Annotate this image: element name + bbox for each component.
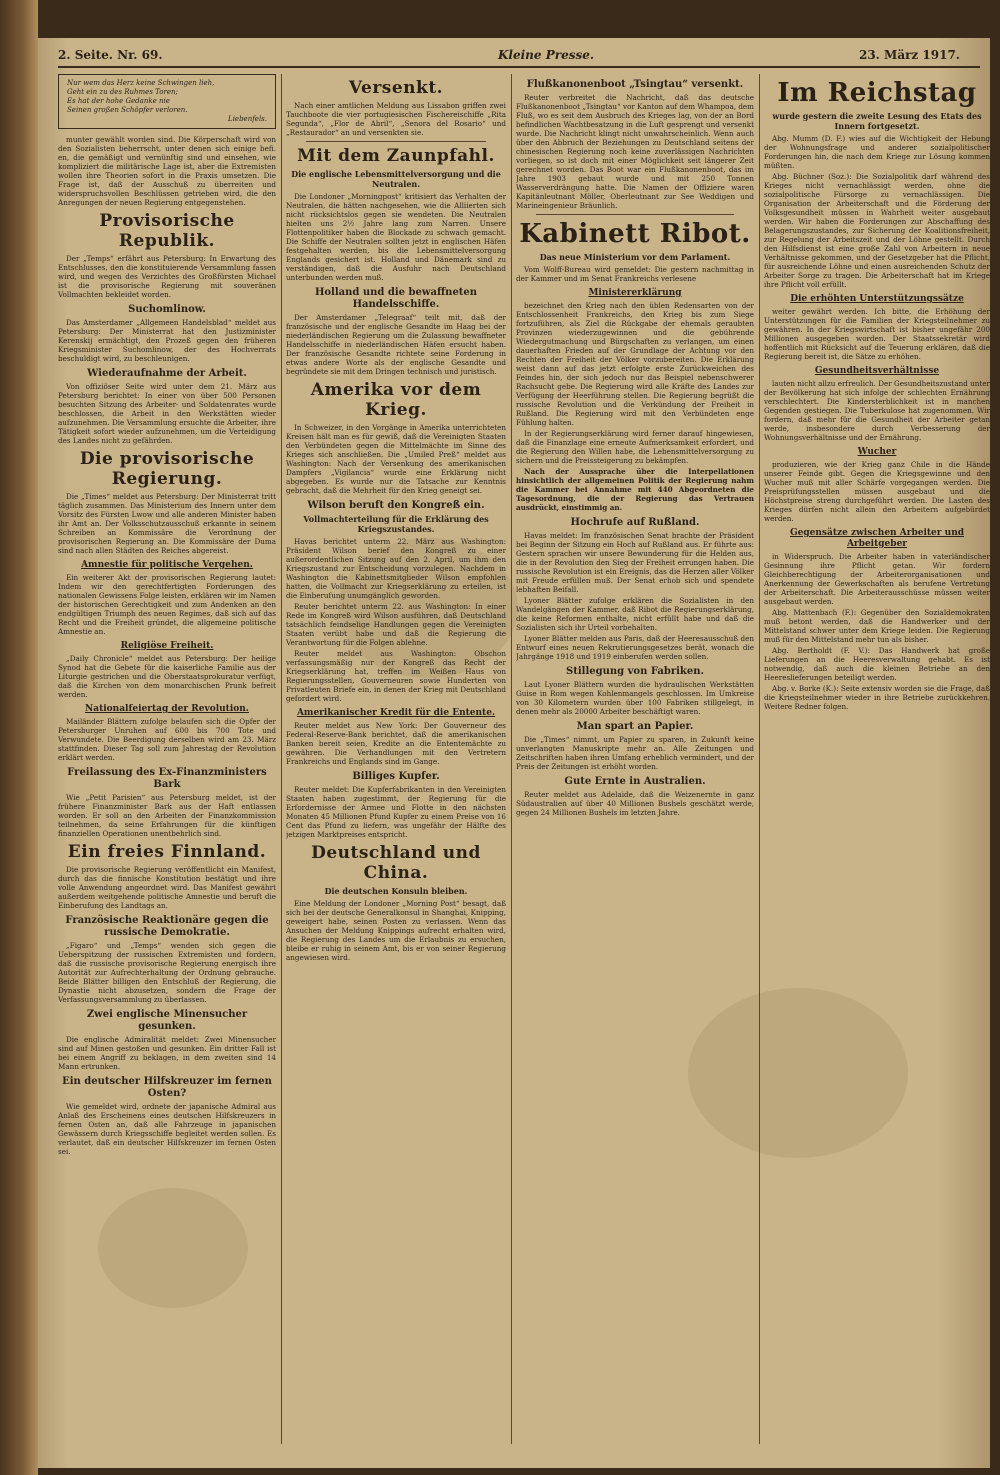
article-text: lauten nicht allzu erfreulich. Der Gesundheitszustand unter der Bevölkerung hat sich infolge der schlechten Ernährung verschlechtert. Die Kindersterblichkeit ist in manchen Gegenden gestiegen. Die Tuberkulose hat zugenommen. Wir fordern, daß mehr für die Gesundheit der Arbeiter getan werde, insbesondere durch Verbesserung der Wohnungsverhältnisse und der Ernährung. <box>764 379 990 442</box>
headline: Ministererklärung <box>588 288 682 298</box>
headline: Hochrufe auf Rußland. <box>570 517 700 528</box>
headline: Ein freies Finnland. <box>67 842 267 862</box>
article-text: Abg. Büchner (Soz.): Die Sozialpolitik darf während des Krieges nicht vernachlässigt werden, ohne die sozialpolitische Fürsorge zu vernachlässigen. Die Organisation der Arbeiterschaft und die Förderung der Volksgesundheit müssen in Wahrheit weiter ausgebaut werden. Wir haben die Forderungen zur Abschaffung des Belagerungszustandes, zur Sicherung der Koalitionsfreiheit, zur Regelung der Arbeitszeit und der Löhne gestellt. Durch den Hilfsdienst ist eine große Zahl von Arbeitern in neue Verhältnisse gekommen, und der Gesetzgeber hat die Pflicht, für ausreichende Löhne und einen ausreichenden Schutz der Arbeiter Sorge zu tragen. Die Arbeiterschaft hat im Kriege ihre Pflicht voll erfüllt. <box>764 172 990 289</box>
article-text: Die „Times“ nimmt, um Papier zu sparen, in Zukunft keine unverlangten Manuskripte mehr an. Alle Zeitungen und Zeitschriften haben ihren Umfang erheblich vermindert, und der Preis der Zeitungen ist erhöht worden. <box>516 735 754 771</box>
headline: Gegensätze zwischen Arbeiter und Arbeitgeber <box>789 528 965 549</box>
headline: Amerika vor dem Krieg. <box>310 380 482 420</box>
article-text: „Figaro“ und „Temps“ wenden sich gegen die Ueberspitzung der russischen Extremisten und fordern, daß die russische provisorische Regierung energisch ihre Autorität zur Aufrechterhaltung der Ordnung gebrauche. Beide Blätter billigen den Entschluß der Regierung, die Dynastie nicht abzusetzen, sondern die Frage der Verfassungsversammlung zu überlassen. <box>58 941 276 1004</box>
column-3 <box>516 74 754 1454</box>
masthead <box>58 46 980 68</box>
article-text: Lyoner Blätter melden aus Paris, daß der Heeresausschuß den Entwurf eines neuen Rekrutierungsgesetzes berät, wonach die Jahrgänge 1918 und 1919 einberufen werden sollen. <box>516 634 754 661</box>
headline: Französische Reaktionäre gegen die russische Demokratie. <box>65 915 269 938</box>
article-text: Nach der Aussprache über die Interpellationen hinsichtlich der allgemeinen Politik der Regierung nahm die Kammer bei Annahme mit 440 Abgeordneten die Tagesordnung, die der Regierung das Vertrauen ausdrückt, einstimmig an. <box>516 467 754 512</box>
column-1 <box>58 74 276 1454</box>
poem-signature: Liebenfels. <box>228 115 267 123</box>
article-text: Abg. Bertholdt (F. V.): Das Handwerk hat große Lieferungen an die Heeresverwaltung gehabt. Es ist notwendig, daß auch die kleinen Betriebe an den Heereslieferungen beteiligt werden. <box>764 646 990 682</box>
article-text: Vom Wolff-Bureau wird gemeldet: Die gestern nachmittag in der Kammer und im Senat Frankreichs verlesene <box>516 265 754 283</box>
article-text: Die Londoner „Morningpost“ kritisiert das Verhalten der Neutralen, die hätten nachgesehen, wie die Alliierten sich nicht rücksichtslos gegen sie wendeten. Die Neutralen hielten uns 2½ Jahre lang zum Narren. Unsere Flottenpolitiker haben die Blockade zu schwach gemacht. Die Schiffe der Neutralen sollten jetzt in englischen Häfen festgehalten werden, bis die Lebensmittelversorgung Englands gesichert ist. Holland und Dänemark sind zu verständigen, daß die Ausfuhr nach Deutschland unterbunden werden muß. <box>286 192 506 282</box>
article-text: Reuter meldet aus Washington: Obschon verfassungsmäßig nur der Kongreß das Recht der Kriegserklärung hat, treffen im Weißen Haus von Regierungsstellen, Gouverneuren sowie Hunderten von Privatleuten Briefe ein, in denen der Krieg mit Deutschland gefordert wird. <box>286 649 506 703</box>
column-4 <box>764 74 990 1454</box>
article-text: Der Amsterdamer „Telegraaf“ teilt mit, daß der französische und der englische Gesandte im Haag bei der niederländischen Regierung um die Zulassung bewaffneter Handelsschiffe in niederländischen Häfen ersucht haben. Der französische Gesandte richtete seine Forderung in etwas andere Worte als der englische Gesandte und begründete sie mit dem Dringen technisch und juristisch. <box>286 313 506 376</box>
headline: Die erhöhten Unterstützungssätze <box>790 294 964 304</box>
column-rule <box>759 74 760 1444</box>
headline: Provisorische Republik. <box>99 211 235 251</box>
article-text: Das Amsterdamer „Allgemeen Handelsblad“ meldet aus Petersburg: Der Ministerrat hat den Justizminister Kerenskij ermächtigt, den Prozeß gegen den früheren Kriegsminister Suchomlinow, der des Hochverrats beschuldigt wird, zu beschleunigen. <box>58 318 276 363</box>
headline: Amerikanischer Kredit für die Entente. <box>296 708 496 718</box>
article-text: Mailänder Blättern zufolge belaufen sich die Opfer der Petersburger Unruhen auf 600 bis 700 Tote und Verwundete. Die Beerdigung derselben wird am 23. März stattfinden. Dieser Tag soll zum Jahrestag der Revolution erklärt werden. <box>58 717 276 762</box>
headline: Deutschland und China. <box>311 843 481 883</box>
article-text: Reuter meldet aus Adelaide, daß die Weizenernte in ganz Südaustralien auf über 40 Millionen Bushels geschätzt werde, gegen 24 Millionen Bushels im letzten Jahre. <box>516 790 754 817</box>
headline: Wucher <box>857 447 897 457</box>
article-text: Lyoner Blätter zufolge erklären die Sozialisten in den Wandelgängen der Kammer, daß Ribot die Regierungserklärung, die keine Reformen enthalte, nicht erfüllt habe und daß die Sozialisten sich ihr Urteil vorbehalten. <box>516 596 754 632</box>
article-text: Havas meldet: Im französischen Senat brachte der Präsident bei Beginn der Sitzung ein Hoch auf Rußland aus. Er führte aus: Gestern sprachen wir unsere Bewunderung für die Helden aus, die in der Revolution den Sieg der Freiheit errungen haben. Die russische Revolution ist ein Ereignis, das die Herzen aller Völker mit Freude erfüllen muß. Der Senat erhob sich und spendete lebhaften Beifall. <box>516 531 754 594</box>
page-number: 2. Seite. Nr. 69. <box>58 48 163 62</box>
subheadline: Das neue Ministerium vor dem Parlament. <box>539 252 731 262</box>
issue-date: 23. März 1917. <box>858 48 960 62</box>
article-text: „Daily Chronicle“ meldet aus Petersburg: Der heilige Synod hat die Gebete für die kaiserliche Familie aus der Liturgie gestrichen und die Oberstaatsprokuratur verfügt, daß die Kirchen von dem monarchischen Prunk befreit werden. <box>58 654 276 699</box>
article-text: Reuter verbreitet die Nachricht, daß das deutsche Flußkanonenboot „Tsingtau“ vor Kanton auf dem Whampoa, dem Fluß, wo es seit dem Ausbruch des Krieges lag, von der an Bord befindlichen Wachtbesatzung in die Luft gesprengt und versenkt wurde. Die Nachricht klingt nicht unwahrscheinlich. Wenn auch über den Abbruch der Beziehungen zu Deutschland seitens der chinesischen Regierung noch keine zuverlässigen Nachrichten vorliegen, so ist doch mit einer Möglichkeit seit längerer Zeit gerechnet worden. Das Boot war ein Flußkanonenboot, das im Jahre 1903 gebaut wurde und mit 250 Tonnen Wasserverdrängung hatte. Die Namen der Offiziere waren Kapitänleutnant Möller, Oberleutnant zur See Weddigen und Marineingenieur Bräunlich. <box>516 93 754 210</box>
article-text: Der „Temps“ erfährt aus Petersburg: In Erwartung des Entschlusses, den die konstituierende Versammlung fassen wird, und wegen des Verzichtes des Großfürsten Michael ist die provisorische Regierung mit souveränen Vollmachten bekleidet worden. <box>58 254 276 299</box>
headline: Billiges Kupfer. <box>352 771 440 782</box>
headline: Freilassung des Ex-Finanzministers Bark <box>67 767 267 790</box>
article-text: Von offiziöser Seite wird unter dem 21. März aus Petersburg berichtet: In einer von über 500 Personen besuchten Sitzung des Arbeiter- und Soldatenrates wurde beschlossen, die Arbeit in den Werkstätten wieder aufzunehmen. Die Versammlung ersuchte die Arbeiter, ihre Tätigkeit sofort wieder aufzunehmen, um die Verteidigung des Landes nicht zu gefährden. <box>58 382 276 445</box>
article-text: in Widerspruch. Die Arbeiter haben in vaterländischer Gesinnung ihre Pflicht getan. Wir fordern Gleichberechtigung der Arbeiterorganisationen und Anerkennung der Gewerkschaften als berufene Vertretung der Arbeiterschaft. Die Arbeiterausschüsse müssen weiter ausgebaut werden. <box>764 552 990 606</box>
book-binding <box>0 0 38 1475</box>
subheadline: Die deutschen Konsuln bleiben. <box>324 886 468 896</box>
article-text: Reuter meldet: Die Kupferfabrikanten in den Vereinigten Staaten haben zugestimmt, der Regierung für die Erfordernisse der Armee und Flotte in den nächsten Monaten 45 Millionen Pfund Kupfer zu einem Preise von 16 Cent das Pfund zu liefern, was ungefähr der Hälfte des jetzigen Marktpreises entspricht. <box>286 785 506 839</box>
article-text: Die englische Admiralität meldet: Zwei Minensucher sind auf Minen gestoßen und gesunken. Ein dritter Fall ist bei einem Angriff zu beklagen, in dem zweiten sind 14 Mann ertrunken. <box>58 1035 276 1071</box>
article-text: Ein weiterer Akt der provisorischen Regierung lautet: Indem wir den gerechtfertigten Forderungen des nationalen Gewissens Folge leisten, erklären wir im Namen der historischen Gerechtigkeit und zum Andenken an den endgültigen Triumph des neuen Regimes, daß sich auf das Recht und die Freiheit gründet, die allgemeine politische Amnestie an. <box>58 573 276 636</box>
subheadline: wurde gestern die zweite Lesung des Etats des Innern fortgesetzt. <box>772 111 982 131</box>
headline: Flußkanonenboot „Tsingtau“ versenkt. <box>526 79 744 90</box>
headline: Kabinett Ribot. <box>519 219 751 249</box>
headline: Holland und die bewaffneten Handelsschiffe. <box>314 287 478 310</box>
headline: Nationalfeiertag der Revolution. <box>85 704 249 714</box>
subheadline: Vollmachterteilung für die Erklärung des Kriegszustandes. <box>303 514 489 534</box>
headline: Man spart an Papier. <box>576 721 694 732</box>
article-text: Laut Lyoner Blättern wurden die hydraulischen Werkstätten Guise in Rom wegen Kohlenmangels geschlossen. Im Umkreise von 30 Kilometern wurden über 100 Fabriken stillgelegt, in denen mehr als 20000 Arbeiter beschäftigt waren. <box>516 680 754 716</box>
headline: Suchomlinow. <box>128 304 206 315</box>
headline: Religiöse Freiheit. <box>120 641 214 651</box>
article-text: Abg. Mumm (D. F.) wies auf die Wichtigkeit der Hebung der Wohnungsfrage und anderer sozialpolitischer Forderungen hin, die nach dem Kriege zur Lösung kommen müßten. <box>764 134 990 170</box>
headline: Ein deutscher Hilfskreuzer im fernen Osten? <box>62 1076 272 1099</box>
article-text: Die „Times“ meldet aus Petersburg: Der Ministerrat tritt täglich zusammen. Das Ministerium des Innern unter dem Vorsitz des Fürsten Lwow und alle anderen Minister haben ihr Amt an. Der Volksschutzausschuß erkannte in seinem Schreiben an Kommissäre die Verordnung der provisorischen Regierung an. Die Kommissäre der Duma sind nach allen Städten des Reiches abgereist. <box>58 492 276 555</box>
article-text: Wie „Petit Parisien“ aus Petersburg meldet, ist der frühere Finanzminister Bark aus der Haft entlassen worden. Er soll an den Arbeiten der Finanzkommission teilnehmen, da seine Erfahrungen für die künftigen finanziellen Operationen unentbehrlich sind. <box>58 793 276 838</box>
poem-text: Nur wem das Herz keine Schwingen lieh, Geht ein zu des Ruhmes Toren; Es hat der hohe Gedanke nie Seinen großen Schöpfer verloren. <box>67 79 215 114</box>
article-text: bezeichnet den Krieg nach den üblen Redensarten von der Entschlossenheit Frankreichs, den Krieg bis zum Siege fortzuführen, als Ziel die Rückgabe der ehemals geraubten Provinzen wiederzugewinnen und die gebührende Wiedergutmachung und Bürgschaften zu verlangen, um einen dauerhaften Frieden auf der Grundlage der Achtung vor den Rechten der Freiheit der Völker vorzubereiten. Die Erklärung weist dann auf das jetzt erfolgte erste Zurückweichen des Feindes hin, der sich jedoch nur das Beispiel nebenschwerer Rachsucht gebe. Die Regierung wird alle Kräfte des Landes zur Verfügung der Heerführung stellen. Die Regierung begrüßt die russische Revolution und die Verkündung der Freiheit in Rußland. Die Regierung wird mit den Verbündeten enge Fühlung halten. <box>516 301 754 427</box>
newspaper-page <box>38 38 990 1468</box>
article-text: Havas berichtet unterm 22. März aus Washington: Präsident Wilson berief den Kongreß zu einer außerordentlichen Sitzung auf den 2. April, um ihm den Kriegszustand zur Entscheidung vorzulegen. Nachdem in Washington die Kabinettsmitglieder Wilson empfohlen hatten, die Vollmacht zur Kriegserklärung zu erteilen, ist die Einberufung unumgänglich geworden. <box>286 537 506 600</box>
article-text: In der Regierungserklärung wird ferner darauf hingewiesen, daß die Finanzlage eine erneute Aufmerksamkeit erfordert, und die Regierung den Willen habe, die Lebensmittelversorgung zu sichern und die Preissteigerung zu bekämpfen. <box>516 429 754 465</box>
subheadline: Die englische Lebensmittelversorgung und die Neutralen. <box>291 169 501 189</box>
headline: Amnestie für politische Vergehen. <box>81 560 253 570</box>
separator <box>306 141 486 142</box>
article-text: weiter gewährt werden. Ich bitte, die Erhöhung der Unterstützungen für die Familien der Kriegsteilnehmer zu gewähren. In der Kriegswirtschaft ist bisher ungefähr 200 Millionen ausgegeben worden. Der Staatssekretär wird hoffentlich mit Rücksicht auf die Teuerung erklären, daß die Regierung bereit ist, die Sätze zu erhöhen. <box>764 307 990 361</box>
article-text: Wie gemeldet wird, ordnete der japanische Admiral aus Anlaß des Erscheinens eines deutschen Hilfskreuzers in fernen Osten an, daß alle Fahrzeuge in japanischen Gewässern durch Kriegsschiffe begleitet werden sollen. Es verlautet, daß ein deutscher Hilfskreuzer im fernen Osten sei. <box>58 1102 276 1156</box>
headline: Gute Ernte in Australien. <box>564 776 706 787</box>
separator <box>536 214 734 215</box>
headline: Wiederaufnahme der Arbeit. <box>87 368 247 379</box>
headline: Zwei englische Minensucher gesunken. <box>86 1009 248 1032</box>
headline: Gesundheitsverhältnisse <box>814 366 940 376</box>
poem-box <box>58 74 276 129</box>
article-text: In Schweizer, in den Vorgänge in Amerika unterrichteten Kreisen hält man es für gewiß, daß die Vereinigten Staaten den Verbündeten gegen die Mittelmächte im Sinne des Krieges sich anschließen. Die „Umiled Preß“ meldet aus Washington: Nach der Versenkung des amerikanischen Dampfers „Vigilancia“ wurde eine Erklärung nicht abgegeben. Es wurde nur die Tatsache zur Kenntnis gebracht, daß die Mehrheit für den Krieg geneigt sei. <box>286 423 506 495</box>
headline: Im Reichstag <box>777 78 977 108</box>
article-text: Abg. Mattenbach (F.): Gegenüber den Sozialdemokraten muß betont werden, daß die Handwerker und der Mittelstand schwer unter dem Kriege leiden. Die Regierung muß für den Mittelstand mehr tun als bisher. <box>764 608 990 644</box>
article-text: Nach einer amtlichen Meldung aus Lissabon griffen zwei Tauchboote die vier portugiesischen Fischereischiffe „Rita Segunda“, „Flor de Abril“, „Senora del Rosario“ und „Restaurador“ an und versenkten sie. <box>286 101 506 137</box>
article-text: munter gewählt worden sind. Die Körperschaft wird von den Sozialisten beherrscht, unter denen sich einige befi. en, die gemäßigt und vernünftig sind und einsehen, wie kompliziert die militärische Lage ist, aber die Extremisten wollen ihre Theorien sofort in die Praxis umsetzen. Die Frage ist, daß der Ausschuß zu überreiten und widerspruchsvollen Beschlüssen getrieben wird, die den Anregungen der neuen Regierung entgegenstehen. <box>58 135 276 207</box>
article-text: Abg. v. Borke (K.): Seite extensiv worden sie die Frage, daß die Kriegsteilnehmer wieder in ihre Betriebe zurückkehren. Weitere Redner folgen. <box>764 684 990 711</box>
headline: Die provisorische Regierung. <box>79 449 255 489</box>
headline: Mit dem Zaunpfahl. <box>297 146 495 166</box>
column-2 <box>286 74 506 1454</box>
article-text: Eine Meldung der Londoner „Morning Post“ besagt, daß sich bei der deutsche Generalkonsul in Shanghai, Knipping, geweigert habe, seinen Posten zu verlassen. Wenn das Ansuchen der Meldung Knippings aufrecht erhalten wird, die Regierung des Landes um die Erlaubnis zu ersuchen, bleibe er ruhig in seinem Amt, bis er von seiner Regierung angewiesen wird. <box>286 899 506 962</box>
paper-title: Kleine Presse. <box>498 48 595 62</box>
headline: Versenkt. <box>348 78 444 98</box>
article-text: Reuter meldet aus New York: Der Gouverneur des Federal-Reserve-Bank berichtet, daß die amerikanischen Banken bereit seien, Kredite an die Ententemächte zu gewähren. Die Verhandlungen mit den Vertretern Frankreichs und Englands sind im Gange. <box>286 721 506 766</box>
article-text: Die provisorische Regierung veröffentlicht ein Manifest, durch das die finnische Konstitution bestätigt und ihre volle Anwendung angeordnet wird. Das Manifest gewährt außerdem weitgehende politische Amnestie und beruft die Einberufung des Landtags an. <box>58 865 276 910</box>
column-rule <box>511 74 512 1444</box>
headline: Stillegung von Fabriken. <box>566 666 704 677</box>
article-text: produzieren, wie der Krieg ganz Chile in die Hände unserer Feinde gibt. Gegen die Kriegsgewinne und den Wucher muß mit aller Schärfe vorgegangen werden. Die Preisprüfungsstellen müssen ausgebaut und die Höchstpreise streng durchgeführt werden. Die Lasten des Krieges dürfen nicht allein den Arbeitern aufgebürdet werden. <box>764 460 990 523</box>
column-rule <box>281 74 282 1444</box>
headline: Wilson beruft den Kongreß ein. <box>307 500 485 511</box>
article-text: Reuter berichtet unterm 22. aus Washington: In einer Rede im Kongreß wird Wilson ausführen, daß Deutschland tatsächlich feindselige Handlungen gegen die Vereinigten Staaten verübt habe und daß die Regierung die Verantwortung für die Folgen ablehne. <box>286 602 506 647</box>
